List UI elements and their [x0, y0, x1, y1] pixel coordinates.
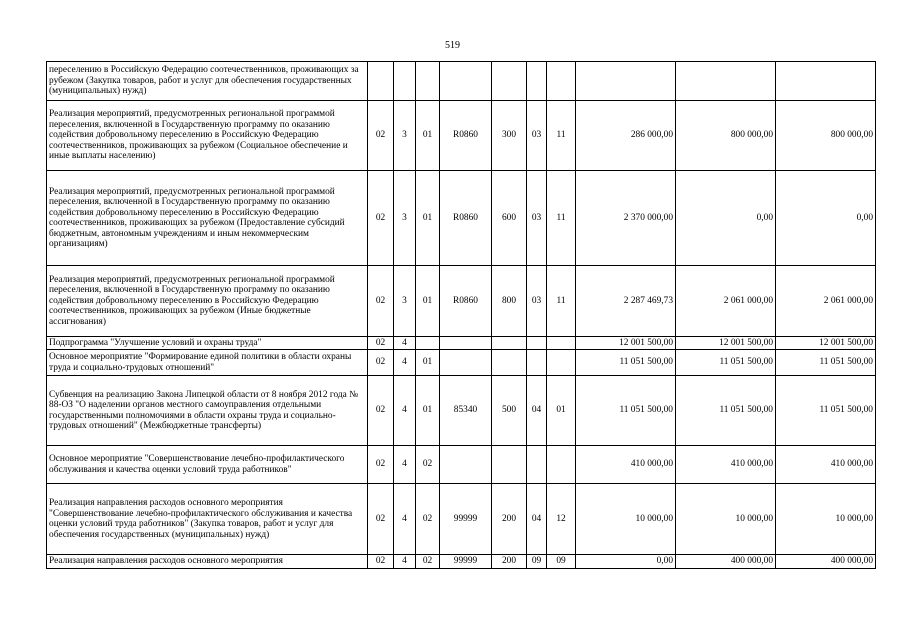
cell-amount-year-1: 410 000,00	[576, 446, 676, 484]
cell-amount-year-2: 10 000,00	[676, 484, 776, 555]
table-row	[47, 446, 876, 484]
budget-table-body	[47, 62, 876, 569]
cell-amount-year-1: 2 370 000,00	[576, 171, 676, 266]
cell-code-subsection: 11	[547, 171, 576, 266]
cell-code-expense-type: 800	[492, 266, 527, 337]
cell-code-activity	[416, 337, 440, 350]
cell-amount-year-2: 400 000,00	[676, 555, 776, 569]
cell-code-subsection: 11	[547, 266, 576, 337]
cell-amount-year-3	[776, 62, 876, 101]
cell-code-subsection: 01	[547, 376, 576, 446]
cell-amount-year-1: 10 000,00	[576, 484, 676, 555]
cell-code-subprogram: 4	[394, 484, 416, 555]
row-description: Реализация мероприятий, предусмотренных региональной программой переселения, включенной в Государственную программу по оказанию содействия добровольному переселению в Российскую Федерацию соотечественников, проживающих за рубежом (Иные бюджетные ассигнования)	[47, 266, 368, 337]
cell-code-activity: 01	[416, 171, 440, 266]
cell-code-subsection: 11	[547, 101, 576, 171]
cell-code-section: 04	[527, 376, 547, 446]
cell-code-activity: 02	[416, 446, 440, 484]
row-description: Реализация мероприятий, предусмотренных региональной программой переселения, включенной в Государственную программу по оказанию содействия добровольному переселению в Российскую Федерацию соотечественников, проживающих за рубежом (Социальное обеспечение и иные выплаты населению)	[47, 101, 368, 171]
budget-table	[46, 61, 876, 569]
cell-code-program: 02	[368, 350, 394, 376]
cell-amount-year-3: 12 001 500,00	[776, 337, 876, 350]
row-description: Реализация направления расходов основного мероприятия	[47, 555, 368, 569]
row-description: переселению в Российскую Федерацию соотечественников, проживающих за рубежом (Закупка товаров, работ и услуг для обеспечения государственных (муниципальных) нужд)	[47, 62, 368, 101]
cell-amount-year-3: 2 061 000,00	[776, 266, 876, 337]
cell-amount-year-2: 11 051 500,00	[676, 350, 776, 376]
cell-amount-year-1	[576, 62, 676, 101]
cell-code-activity: 01	[416, 376, 440, 446]
cell-code-section: 09	[527, 555, 547, 569]
cell-code-program: 02	[368, 446, 394, 484]
cell-code-subsection	[547, 446, 576, 484]
row-description: Основное мероприятие "Формирование единой политики в области охраны труда и социально-трудовых отношений"	[47, 350, 368, 376]
cell-amount-year-1: 11 051 500,00	[576, 376, 676, 446]
cell-code-subprogram: 3	[394, 171, 416, 266]
cell-code-subprogram: 4	[394, 376, 416, 446]
cell-amount-year-2	[676, 62, 776, 101]
cell-code-subsection	[547, 337, 576, 350]
cell-amount-year-2: 410 000,00	[676, 446, 776, 484]
cell-amount-year-2: 0,00	[676, 171, 776, 266]
cell-amount-year-3: 800 000,00	[776, 101, 876, 171]
cell-code-subprogram: 3	[394, 101, 416, 171]
cell-code-section: 04	[527, 484, 547, 555]
cell-code-direction	[440, 62, 492, 101]
cell-code-section	[527, 350, 547, 376]
cell-amount-year-2: 2 061 000,00	[676, 266, 776, 337]
page-number: 519	[445, 40, 460, 51]
cell-code-direction: R0860	[440, 171, 492, 266]
cell-amount-year-1: 12 001 500,00	[576, 337, 676, 350]
cell-code-section	[527, 337, 547, 350]
cell-code-expense-type	[492, 337, 527, 350]
table-row	[47, 62, 876, 101]
cell-code-expense-type: 200	[492, 484, 527, 555]
cell-amount-year-3: 11 051 500,00	[776, 350, 876, 376]
table-row	[47, 101, 876, 171]
cell-code-direction: 99999	[440, 484, 492, 555]
cell-amount-year-3: 11 051 500,00	[776, 376, 876, 446]
cell-code-program: 02	[368, 171, 394, 266]
cell-code-section: 03	[527, 266, 547, 337]
cell-code-program: 02	[368, 555, 394, 569]
row-description: Субвенция на реализацию Закона Липецкой области от 8 ноября 2012 года № 88-ОЗ "О наделении органов местного самоуправления отдельными государственными полномочиями в области охраны труда и социально-трудовых отношений" (Межбюджетные трансферты)	[47, 376, 368, 446]
cell-code-subprogram	[394, 62, 416, 101]
cell-amount-year-3: 400 000,00	[776, 555, 876, 569]
cell-code-subsection: 12	[547, 484, 576, 555]
cell-code-subprogram: 4	[394, 446, 416, 484]
cell-code-expense-type: 300	[492, 101, 527, 171]
cell-code-expense-type	[492, 62, 527, 101]
cell-code-direction: 99999	[440, 555, 492, 569]
cell-code-subsection	[547, 62, 576, 101]
cell-code-direction	[440, 350, 492, 376]
table-row	[47, 337, 876, 350]
cell-amount-year-1: 2 287 469,73	[576, 266, 676, 337]
cell-amount-year-3: 410 000,00	[776, 446, 876, 484]
cell-code-section	[527, 446, 547, 484]
cell-code-subsection	[547, 350, 576, 376]
cell-code-expense-type: 200	[492, 555, 527, 569]
cell-amount-year-2: 800 000,00	[676, 101, 776, 171]
cell-code-activity: 02	[416, 484, 440, 555]
row-description: Подпрограмма "Улучшение условий и охраны труда"	[47, 337, 368, 350]
cell-code-subprogram: 4	[394, 555, 416, 569]
cell-code-expense-type	[492, 446, 527, 484]
cell-code-direction	[440, 446, 492, 484]
table-row	[47, 171, 876, 266]
row-description: Реализация мероприятий, предусмотренных региональной программой переселения, включенной в Государственную программу по оказанию содействия добровольному переселению в Российскую Федерацию соотечественников, проживающих за рубежом (Предоставление субсидий бюджетным, автономным учреждениям и иным некоммерческим организациям)	[47, 171, 368, 266]
cell-code-subsection: 09	[547, 555, 576, 569]
table-row	[47, 484, 876, 555]
cell-code-direction: R0860	[440, 101, 492, 171]
cell-code-expense-type	[492, 350, 527, 376]
table-row	[47, 376, 876, 446]
table-row	[47, 266, 876, 337]
cell-code-activity: 01	[416, 101, 440, 171]
cell-code-program: 02	[368, 484, 394, 555]
cell-code-program: 02	[368, 266, 394, 337]
table-row	[47, 555, 876, 569]
cell-code-expense-type: 500	[492, 376, 527, 446]
cell-code-section: 03	[527, 101, 547, 171]
cell-code-subprogram: 4	[394, 337, 416, 350]
cell-code-activity: 01	[416, 266, 440, 337]
cell-code-expense-type: 600	[492, 171, 527, 266]
cell-code-section	[527, 62, 547, 101]
cell-amount-year-1: 11 051 500,00	[576, 350, 676, 376]
cell-code-activity: 01	[416, 350, 440, 376]
cell-code-program	[368, 62, 394, 101]
row-description: Основное мероприятие "Совершенствование лечебно-профилактического обслуживания и качества оценки условий труда работников"	[47, 446, 368, 484]
cell-code-program: 02	[368, 101, 394, 171]
cell-code-program: 02	[368, 337, 394, 350]
cell-code-activity	[416, 62, 440, 101]
cell-code-section: 03	[527, 171, 547, 266]
row-description: Реализация направления расходов основного мероприятия "Совершенствование лечебно-профилактического обслуживания и качества оценки условий труда работников" (Закупка товаров, работ и услуг для обеспечения государственных (муниципальных) нужд)	[47, 484, 368, 555]
cell-code-direction	[440, 337, 492, 350]
cell-code-direction: 85340	[440, 376, 492, 446]
cell-amount-year-3: 10 000,00	[776, 484, 876, 555]
cell-amount-year-1: 286 000,00	[576, 101, 676, 171]
cell-code-activity: 02	[416, 555, 440, 569]
cell-amount-year-2: 12 001 500,00	[676, 337, 776, 350]
cell-amount-year-2: 11 051 500,00	[676, 376, 776, 446]
cell-code-subprogram: 3	[394, 266, 416, 337]
cell-amount-year-1: 0,00	[576, 555, 676, 569]
cell-amount-year-3: 0,00	[776, 171, 876, 266]
cell-code-program: 02	[368, 376, 394, 446]
table-row	[47, 350, 876, 376]
cell-code-direction: R0860	[440, 266, 492, 337]
cell-code-subprogram: 4	[394, 350, 416, 376]
